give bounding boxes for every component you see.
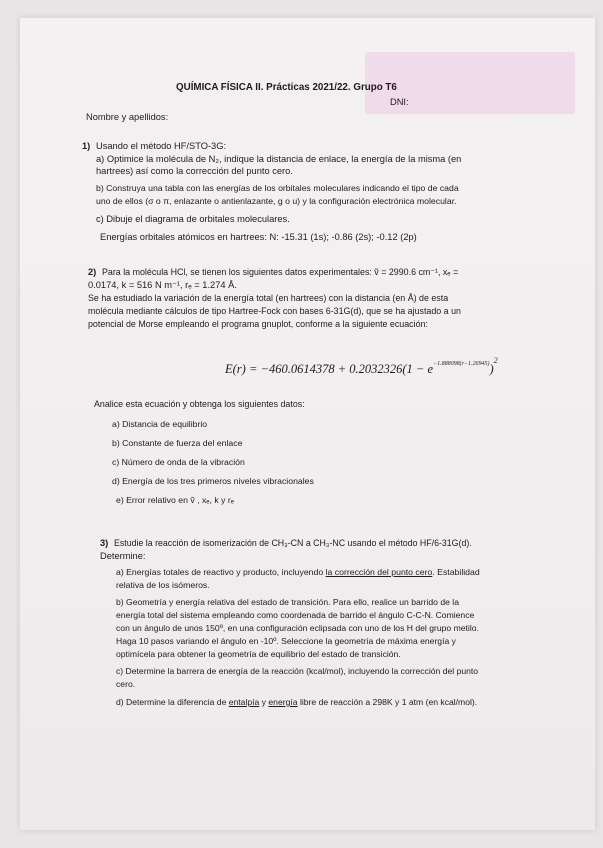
- q2-line2: 0.0174, k = 516 N m⁻¹, rₑ = 1.274 Å.: [88, 280, 237, 290]
- q3-b-line1: b) Geometría y energía relativa del estado de transición. Para ello, realice un barrido de la: [116, 597, 459, 607]
- q1-b-line2: uno de ellos (σ o π, enlazante o antienlazante, g o u) y la configuración electrónica molecular.: [96, 196, 457, 206]
- q2-item-e: e) Error relativo en ṽ , xₑ, k y rₑ: [116, 495, 234, 505]
- equation-exponent: −1.888098(r−1.26945): [433, 361, 490, 367]
- q3-a-line2: relativa de los isómeros.: [116, 580, 210, 590]
- q2-number: 2): [88, 267, 97, 277]
- q2-line3: Se ha estudiado la variación de la energía total (en hartrees) con la distancia (en Å) de esta: [88, 293, 449, 303]
- q2-item-b: b) Constante de fuerza del enlace: [112, 438, 243, 448]
- q3-a-line1: a) Energías totales de reactivo y producto, incluyendo la corrección del punto cero. Estabilidad: [116, 567, 480, 577]
- underline-energy: energía: [268, 697, 298, 707]
- underline-zero-point: la corrección del punto cero: [325, 567, 433, 577]
- morse-equation: $E(r) = -460.0614378 + 0.2032326(1 - e^{-1.888098(r-1.26945)})^2$: [225, 356, 498, 376]
- dni-label: DNI:: [390, 97, 409, 107]
- page-title: QUÍMICA FÍSICA II. Prácticas 2021/22. Grupo T6: [176, 82, 397, 93]
- q2-item-a: a) Distancia de equilibrio: [112, 419, 208, 429]
- underline-enthalpy: entalpía: [228, 697, 260, 707]
- q1-energies: Energías orbitales atómicos en hartrees: N: -15.31 (1s); -0.86 (2s); -0.12 (2p): [100, 232, 417, 242]
- q2-line4: molécula mediante cálculos de tipo Hartree-Fock con bases 6-31G(d), que se ha ajustado a un: [88, 306, 461, 316]
- q3-c-line1: c) Determine la barrera de energía de la reacción (kcal/mol), incluyendo la corrección del punto: [116, 666, 479, 676]
- q3-line2: Determine:: [100, 551, 146, 561]
- equation-power: 2: [493, 356, 498, 365]
- name-label: Nombre y apellidos:: [86, 112, 169, 122]
- q1-a-line1: a) Optimice la molécula de N₂, indique la distancia de enlace, la energía de la misma (en: [96, 154, 462, 164]
- q3-b-line5: optimícela para obtener la geometría de equilibrio del estado de transición.: [116, 649, 401, 659]
- q3-number: 3): [100, 538, 109, 548]
- q2-line5: potencial de Morse empleando el programa gnuplot, conforme a la siguiente ecuación:: [88, 319, 428, 329]
- q3-b-line3: con un ángulo de unos 150º, en una configuración eclipsada con uno de los H del grupo metilo.: [116, 623, 479, 633]
- q1-b-line1: b) Construya una tabla con las energías de los orbitales moleculares indicando el tipo de cada: [96, 183, 459, 193]
- q2-line1: Para la molécula HCl, se tienen los siguientes datos experimentales: ṽ = 2990.6 cm⁻¹, xₑ =: [102, 267, 459, 277]
- q1-a-line2: hartrees) así como la corrección del punto cero.: [96, 166, 293, 176]
- q1-number: 1): [82, 141, 91, 151]
- equation-main: E(r) = −460.0614378 + 0.2032326(1 − e: [225, 362, 434, 376]
- q2-item-c: c) Número de onda de la vibración: [112, 457, 245, 467]
- q3-d: d) Determine la diferencia de entalpía y energía libre de reacción a 298K y 1 atm (en kcal/mol).: [116, 697, 478, 707]
- q1-c: c) Dibuje el diagrama de orbitales moleculares.: [96, 214, 290, 224]
- q2-analyze: Analice esta ecuación y obtenga los siguientes datos:: [94, 399, 305, 409]
- q1-intro: Usando el método HF/STO-3G:: [96, 141, 227, 151]
- q2-item-d: d) Energía de los tres primeros niveles vibracionales: [112, 476, 314, 486]
- q3-line1: Estudie la reacción de isomerización de CH₃-CN a CH₃-NC usando el método HF/6-31G(d).: [114, 538, 472, 548]
- q3-b-line4: Haga 10 pasos variando el ángulo en -10º. Seleccione la geometría de máxima energía y: [116, 636, 456, 646]
- q3-b-line2: energía total del sistema empleando como coordenada de barrido el ángulo C-C-N. Comience: [116, 610, 475, 620]
- q3-c-line2: cero.: [116, 679, 136, 689]
